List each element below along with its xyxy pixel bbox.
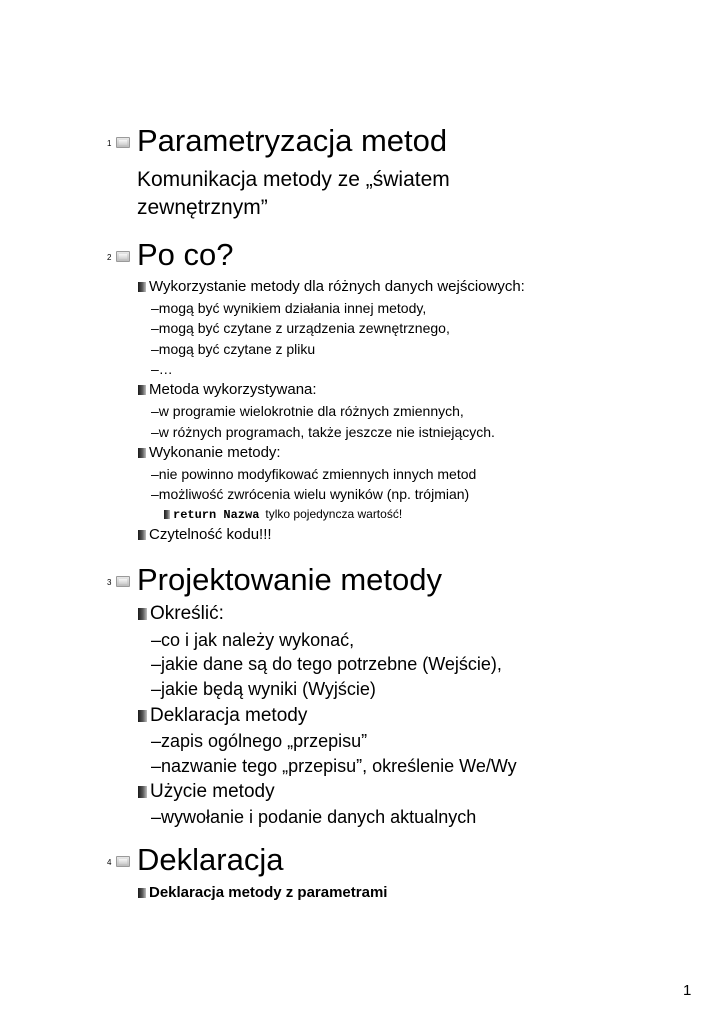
list-item: Wykonanie metody: (138, 443, 281, 463)
sub-list-item: –… (151, 361, 173, 377)
bullet-icon (138, 888, 146, 898)
list-item: Deklaracja metody (138, 703, 307, 728)
slide-4-header (0, 842, 725, 878)
list-item: Określić: (138, 601, 224, 626)
sub-list-item: –jakie dane są do tego potrzebne (Wejście), (151, 654, 502, 674)
code-snippet: return Nazwa (173, 508, 260, 522)
sub-list-item: –jakie będą wyniki (Wyjście) (151, 679, 376, 699)
list-item: Użycie metody (138, 779, 275, 804)
slide-title: Po co? (137, 237, 234, 272)
sub-list-item: –zapis ogólnego „przepisu” (151, 731, 368, 751)
slide-2-header (0, 237, 725, 273)
sub-sub-list-item: return Nazwa tylko pojedyncza wartość! (164, 505, 402, 524)
sub-list-item: –co i jak należy wykonać, (151, 630, 355, 650)
slide-thumbnail-icon (116, 856, 130, 867)
slide-subtitle-line: Komunikacja metody ze „światem (137, 168, 450, 191)
slide-thumbnail-icon (116, 251, 130, 262)
page-number: 1 (683, 982, 692, 999)
slide-subtitle-line: zewnętrznym” (137, 196, 268, 219)
slide-thumbnail-icon (116, 137, 130, 148)
slide-number: 1 (107, 139, 112, 148)
bullet-icon (138, 608, 147, 620)
sub-list-item: –nie powinno modyfikować zmiennych innych metod (151, 466, 477, 482)
sub-list-item: –wywołanie i podanie danych aktualnych (151, 807, 477, 827)
sub-list-item: –w różnych programach, także jeszcze nie istniejących. (151, 424, 495, 440)
sub-list-item: –mogą być czytane z urządzenia zewnętrznego, (151, 320, 450, 336)
list-item: Czytelność kodu!!! (138, 525, 272, 545)
sub-list-item: –mogą być czytane z pliku (151, 341, 316, 357)
slide-number: 3 (107, 578, 112, 587)
bullet-icon (138, 282, 146, 292)
sub-list-item: –nazwanie tego „przepisu”, określenie We/Wy (151, 756, 517, 776)
bullet-icon (138, 710, 147, 722)
bullet-icon (138, 448, 146, 458)
bullet-icon (138, 530, 146, 540)
slide-title: Projektowanie metody (137, 562, 442, 597)
list-item: Wykorzystanie metody dla różnych danych wejściowych: (138, 277, 525, 297)
slide-3-header (0, 562, 725, 598)
slide-thumbnail-icon (116, 576, 130, 587)
slide-title: Deklaracja (137, 842, 284, 877)
slide-title: Parametryzacja metod (137, 123, 448, 158)
sub-list-item: –w programie wielokrotnie dla różnych zmiennych, (151, 403, 464, 419)
slide-number: 2 (107, 253, 112, 262)
slide-number: 4 (107, 858, 112, 867)
list-item: Deklaracja metody z parametrami (138, 883, 387, 903)
sub-list-item: –możliwość zwrócenia wielu wyników (np. trójmian) (151, 486, 470, 502)
slide-1-header (0, 123, 725, 159)
sub-list-item: –mogą być wynikiem działania innej metody, (151, 300, 427, 316)
bullet-icon (138, 786, 147, 798)
bullet-icon (164, 510, 170, 519)
list-item: Metoda wykorzystywana: (138, 380, 317, 400)
bullet-icon (138, 385, 146, 395)
